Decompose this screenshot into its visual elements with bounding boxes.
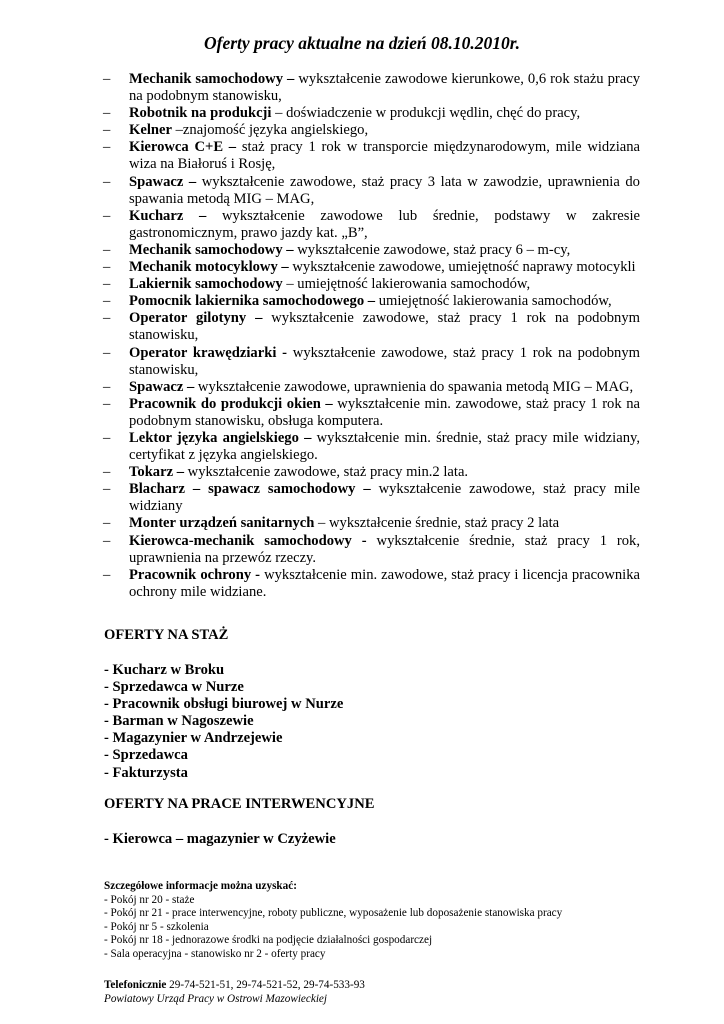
job-description: wykształcenie zawodowe, staż pracy 6 – m-cy, xyxy=(293,241,571,258)
job-title: Kucharz – xyxy=(129,207,207,224)
internship-item: - Fakturzysta xyxy=(104,764,188,781)
info-item: - Pokój nr 21 - prace interwencyjne, roboty publiczne, wyposażenie lub doposażenie stanowiska pracy xyxy=(104,907,563,920)
job-title: Spawacz – xyxy=(129,173,197,190)
internship-item: - Barman w Nagoszewie xyxy=(104,713,254,730)
job-offer-item xyxy=(104,208,640,242)
job-offer-item xyxy=(104,464,640,481)
job-offer-item xyxy=(104,259,640,276)
job-title: Robotnik na produkcji xyxy=(129,105,272,122)
document-title: Oferty pracy aktualne na dzień 08.10.2010r. xyxy=(204,33,520,53)
job-description: wykształcenie min. zawodowe, staż pracy i licencja pracownika ochrony mile widziane. xyxy=(129,566,641,600)
info-heading: Szczegółowe informacje można uzyskać: xyxy=(104,880,297,892)
internships-heading: OFERTY NA STAŻ xyxy=(104,627,229,643)
job-description: wykształcenie zawodowe, staż pracy 1 rok na podobnym stanowisku, xyxy=(129,344,641,378)
job-offer-item xyxy=(104,396,640,430)
job-description: wykształcenie min. zawodowe, staż pracy 1 rok na podobnym stanowisku, obsługa komputera. xyxy=(129,395,641,429)
bullet-dash: – xyxy=(103,515,111,532)
info-item: - Pokój nr 5 - szkolenia xyxy=(104,920,209,933)
job-title: Lektor języka angielskiego – xyxy=(129,429,312,446)
bullet-dash: – xyxy=(103,566,111,583)
bullet-dash: – xyxy=(103,259,111,276)
bullet-dash: – xyxy=(103,293,111,310)
job-title: Kelner xyxy=(129,122,172,139)
bullet-dash: – xyxy=(103,105,111,122)
job-description: –znajomość języka angielskiego, xyxy=(171,122,369,139)
job-offer-item xyxy=(104,293,640,310)
job-title: Mechanik samochodowy – xyxy=(129,241,294,258)
job-offer-item xyxy=(104,515,640,532)
job-description: wykształcenie średnie, staż pracy 1 rok, uprawnienia na przewóz rzeczy. xyxy=(129,532,640,566)
job-offers-list xyxy=(104,71,640,601)
job-title: Pracownik ochrony - xyxy=(129,566,261,583)
job-title: Spawacz – xyxy=(129,378,195,395)
bullet-dash: – xyxy=(103,139,111,156)
job-title: Monter urządzeń sanitarnych xyxy=(129,515,315,532)
job-description: wykształcenie zawodowe, umiejętność naprawy motocykli xyxy=(288,259,636,276)
job-offer-item xyxy=(104,379,640,396)
bullet-dash: – xyxy=(103,173,111,190)
job-description: wykształcenie zawodowe kierunkowe, 0,6 rok stażu pracy na podobnym stanowisku, xyxy=(129,71,641,105)
job-title: Kierowca C+E – xyxy=(129,139,237,156)
bullet-dash: – xyxy=(103,241,111,258)
job-offer-item xyxy=(104,430,640,464)
info-item: - Pokój nr 18 - jednorazowe środki na podjęcie działalności gospodarczej xyxy=(104,934,433,947)
job-description: staż pracy 1 rok w transporcie międzynarodowym, mile widziana wiza na Białoruś i Rosję, xyxy=(129,139,641,173)
internship-item: - Sprzedawca xyxy=(104,747,188,764)
bullet-dash: – xyxy=(103,71,111,87)
bullet-dash: – xyxy=(103,122,111,139)
job-title: Tokarz – xyxy=(129,464,185,481)
bullet-dash: – xyxy=(103,310,111,327)
info-list xyxy=(104,894,562,962)
job-description: wykształcenie zawodowe, uprawnienia do spawania metodą MIG – MAG, xyxy=(194,378,634,395)
job-title: Pomocnik lakiernika samochodowego – xyxy=(129,293,376,310)
info-item: - Pokój nr 20 - staże xyxy=(104,893,195,906)
job-offer-item xyxy=(104,310,640,344)
bullet-dash: – xyxy=(103,276,111,293)
job-offer-item xyxy=(104,174,640,208)
job-offer-item xyxy=(104,481,640,515)
job-description: wykształcenie zawodowe, staż pracy 3 lata w zawodzie, uprawnienia do spawania metodą MIG – MAG, xyxy=(129,173,640,207)
bullet-dash: – xyxy=(103,429,111,446)
bullet-dash: – xyxy=(103,378,111,395)
intervention-heading: OFERTY NA PRACE INTERWENCYJNE xyxy=(104,796,375,812)
internships-list xyxy=(104,662,343,782)
internship-item: - Pracownik obsługi biurowej w Nurze xyxy=(104,696,344,713)
job-description: wykształcenie zawodowe lub średnie, podstawy w zakresie gastronomicznym, prawo jazdy kat. „B”, xyxy=(129,207,640,241)
internship-item: - Magazynier w Andrzejewie xyxy=(104,730,283,747)
bullet-dash: – xyxy=(103,395,111,412)
phone-line xyxy=(104,978,365,992)
job-title: Mechanik samochodowy – xyxy=(129,71,295,87)
job-offer-item xyxy=(104,242,640,259)
bullet-dash: – xyxy=(103,532,111,549)
job-offer-item xyxy=(104,139,640,173)
job-title: Operator krawędziarki - xyxy=(129,344,288,361)
job-offer-item xyxy=(104,71,640,105)
phones-label: Telefonicznie xyxy=(104,979,167,991)
job-offer-item xyxy=(104,276,640,293)
intervention-offer: - Kierowca – magazynier w Czyżewie xyxy=(104,831,336,847)
info-section xyxy=(104,880,562,962)
job-title: Lakiernik samochodowy xyxy=(129,276,283,293)
job-description: wykształcenie min. średnie, staż pracy mile widziany, certyfikat z języka angielskiego. xyxy=(129,429,640,464)
job-description: wykształcenie zawodowe, staż pracy min.2 lata. xyxy=(184,464,469,481)
job-offer-item xyxy=(104,105,640,122)
job-offer-item xyxy=(104,122,640,139)
bullet-dash: – xyxy=(103,207,111,224)
job-description: wykształcenie zawodowe, staż pracy mile widziany xyxy=(129,481,640,515)
footer xyxy=(104,978,365,1006)
bullet-dash: – xyxy=(103,464,111,481)
internship-item: - Sprzedawca w Nurze xyxy=(104,679,244,696)
bullet-dash: – xyxy=(103,481,111,498)
job-description: – umiejętność lakierowania samochodów, xyxy=(282,276,531,293)
job-title: Pracownik do produkcji okien – xyxy=(129,395,333,412)
job-title: Blacharz – spawacz samochodowy – xyxy=(129,481,371,498)
job-title: Kierowca-mechanik samochodowy - xyxy=(129,532,367,549)
job-offer-item xyxy=(104,533,640,567)
job-title: Mechanik motocyklowy – xyxy=(129,259,289,276)
job-description: umiejętność lakierowania samochodów, xyxy=(375,293,612,310)
internship-item: - Kucharz w Broku xyxy=(104,662,225,678)
office-name: Powiatowy Urząd Pracy w Ostrowi Mazowieckiej xyxy=(104,993,328,1005)
bullet-dash: – xyxy=(103,344,111,361)
job-description: – doświadczenie w produkcji wędlin, chęć do pracy, xyxy=(271,105,581,122)
job-offer-item xyxy=(104,567,640,601)
phone-numbers: 29-74-521-51, 29-74-521-52, 29-74-533-93 xyxy=(166,979,365,991)
job-description: wykształcenie zawodowe, staż pracy 1 rok na podobnym stanowisku, xyxy=(129,310,640,344)
info-item: - Sala operacyjna - stanowisko nr 2 - oferty pracy xyxy=(104,947,326,960)
job-description: – wykształcenie średnie, staż pracy 2 lata xyxy=(314,515,560,532)
job-title: Operator gilotyny – xyxy=(129,310,263,327)
job-offer-item xyxy=(104,345,640,379)
